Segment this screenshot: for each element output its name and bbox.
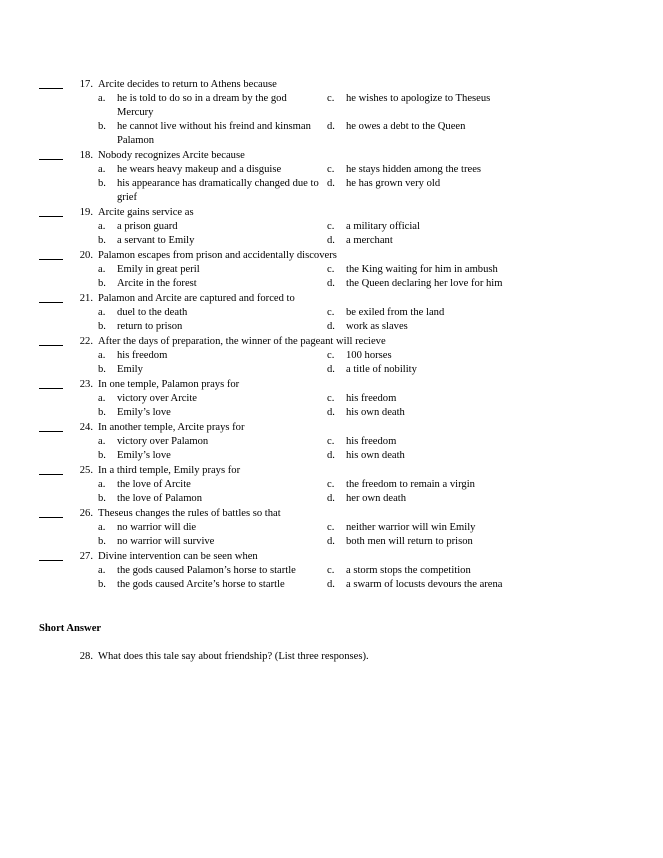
option-c [327, 306, 627, 320]
section-heading-short-answer: Short Answer [39, 623, 102, 634]
option-c [327, 521, 627, 535]
answer-blank[interactable] [39, 345, 63, 346]
question-stem: Theseus changes the rules of battles so that [98, 508, 281, 519]
question-stem: Arcite decides to return to Athens because [98, 79, 277, 90]
question-number: 24. [79, 422, 93, 433]
option-text: the gods caused Palamon’s horse to startle [117, 565, 296, 576]
option-letter: b. [98, 178, 106, 189]
option-d [327, 578, 627, 592]
option-c [327, 92, 627, 106]
option-letter: d. [327, 493, 335, 504]
option-text: he wears heavy makeup and a disguise [117, 164, 282, 175]
option-a [98, 263, 323, 277]
option-letter: b. [98, 121, 106, 132]
question-21 [39, 292, 639, 334]
option-letter: a. [98, 221, 106, 232]
option-c [327, 392, 627, 406]
option-text: Emily in great peril [117, 264, 200, 275]
question-20 [39, 249, 639, 291]
option-c [327, 478, 627, 492]
question-number: 25. [79, 465, 93, 476]
option-letter: a. [98, 164, 106, 175]
option-text: his freedom [346, 436, 397, 447]
question-24 [39, 421, 639, 463]
option-letter: d. [327, 364, 335, 375]
option-letter: a. [98, 350, 106, 361]
question-25 [39, 464, 639, 506]
option-a [98, 478, 323, 492]
option-letter: a. [98, 307, 106, 318]
option-letter: a. [98, 522, 106, 533]
option-letter: d. [327, 178, 335, 189]
option-text: his own death [346, 407, 405, 418]
option-text: both men will return to prison [346, 536, 473, 547]
question-stem: In one temple, Palamon prays for [98, 379, 240, 390]
option-letter: c. [327, 436, 335, 447]
option-a [98, 92, 323, 119]
option-letter: a. [98, 479, 106, 490]
option-b [98, 535, 323, 549]
option-b [98, 492, 323, 506]
option-text: Emily’s love [117, 407, 171, 418]
option-letter: b. [98, 235, 106, 246]
option-letter: c. [327, 307, 335, 318]
question-stem: Palamon escapes from prison and accidentally discovers [98, 250, 337, 261]
option-c [327, 435, 627, 449]
option-letter: b. [98, 321, 106, 332]
question-22 [39, 335, 639, 377]
option-letter: c. [327, 565, 335, 576]
option-text: his own death [346, 450, 405, 461]
question-stem: Arcite gains service as [98, 207, 194, 218]
option-letter: c. [327, 221, 335, 232]
option-text: the love of Palamon [117, 493, 203, 504]
option-b [98, 177, 323, 204]
option-text: he owes a debt to the Queen [346, 121, 466, 132]
question-number: 27. [79, 551, 93, 562]
question-26 [39, 507, 639, 549]
option-text: the Queen declaring her love for him [346, 278, 503, 289]
option-text: a title of nobility [346, 364, 417, 375]
option-c [327, 349, 627, 363]
option-text: work as slaves [346, 321, 408, 332]
question-number: 18. [79, 150, 93, 161]
answer-blank[interactable] [39, 216, 63, 217]
question-stem: Nobody recognizes Arcite because [98, 150, 245, 161]
answer-blank[interactable] [39, 560, 63, 561]
option-a [98, 306, 323, 320]
option-text: a merchant [346, 235, 393, 246]
option-text: her own death [346, 493, 407, 504]
question-19 [39, 206, 639, 248]
option-letter: c. [327, 393, 335, 404]
short-answer-question [39, 650, 639, 664]
question-number: 22. [79, 336, 93, 347]
option-letter: c. [327, 93, 335, 104]
option-text: duel to the death [117, 307, 188, 318]
question-stem: What does this tale say about friendship? (List three responses). [98, 651, 369, 662]
question-stem: Palamon and Arcite are captured and forced to [98, 293, 295, 304]
question-stem: In another temple, Arcite prays for [98, 422, 245, 433]
question-18 [39, 149, 639, 205]
option-letter: a. [98, 565, 106, 576]
option-letter: b. [98, 407, 106, 418]
answer-blank[interactable] [39, 388, 63, 389]
option-letter: d. [327, 450, 335, 461]
option-letter: b. [98, 493, 106, 504]
question-number: 21. [79, 293, 93, 304]
option-letter: b. [98, 579, 106, 590]
option-text: be exiled from the land [346, 307, 445, 318]
option-letter: d. [327, 278, 335, 289]
option-letter: c. [327, 164, 335, 175]
answer-blank[interactable] [39, 474, 63, 475]
option-a [98, 392, 323, 406]
question-number: 23. [79, 379, 93, 390]
answer-blank[interactable] [39, 88, 63, 89]
option-d [327, 363, 627, 377]
option-letter: c. [327, 264, 335, 275]
option-text: his freedom [117, 350, 168, 361]
option-b [98, 234, 323, 248]
option-text: he wishes to apologize to Theseus [346, 93, 491, 104]
option-letter: a. [98, 393, 106, 404]
option-letter: d. [327, 536, 335, 547]
option-b [98, 406, 323, 420]
option-letter: c. [327, 350, 335, 361]
option-text: a servant to Emily [117, 235, 195, 246]
option-b [98, 578, 323, 592]
option-text: a prison guard [117, 221, 178, 232]
question-number: 26. [79, 508, 93, 519]
question-list [39, 78, 639, 593]
option-b [98, 449, 323, 463]
option-d [327, 177, 627, 191]
option-text: the love of Arcite [117, 479, 191, 490]
option-a [98, 521, 323, 535]
option-text: a swarm of locusts devours the arena [346, 579, 503, 590]
option-d [327, 492, 627, 506]
answer-blank[interactable] [39, 431, 63, 432]
question-stem: Divine intervention can be seen when [98, 551, 258, 562]
option-text: the freedom to remain a virgin [346, 479, 475, 490]
option-text: his appearance has dramatically changed due to grief [117, 178, 319, 203]
option-text: the King waiting for him in ambush [346, 264, 498, 275]
answer-blank[interactable] [39, 159, 63, 160]
question-17 [39, 78, 639, 148]
option-letter: b. [98, 364, 106, 375]
answer-blank[interactable] [39, 517, 63, 518]
option-text: Emily [117, 364, 143, 375]
option-text: return to prison [117, 321, 183, 332]
option-a [98, 349, 323, 363]
option-text: a storm stops the competition [346, 565, 471, 576]
option-text: victory over Palamon [117, 436, 209, 447]
option-d [327, 277, 627, 291]
option-letter: d. [327, 579, 335, 590]
question-stem: In a third temple, Emily prays for [98, 465, 241, 476]
option-d [327, 120, 627, 134]
question-number: 28. [79, 651, 93, 662]
option-d [327, 406, 627, 420]
option-letter: b. [98, 278, 106, 289]
option-d [327, 320, 627, 334]
option-letter: a. [98, 436, 106, 447]
option-text: Arcite in the forest [117, 278, 197, 289]
option-letter: c. [327, 479, 335, 490]
option-d [327, 535, 627, 549]
option-c [327, 220, 627, 234]
option-text: 100 horses [346, 350, 392, 361]
option-c [327, 163, 627, 177]
option-a [98, 564, 323, 578]
option-letter: d. [327, 235, 335, 246]
option-letter: d. [327, 407, 335, 418]
option-letter: a. [98, 93, 106, 104]
option-text: no warrior will die [117, 522, 197, 533]
option-text: neither warrior will win Emily [346, 522, 476, 533]
question-27 [39, 550, 639, 592]
option-text: he is told to do so in a dream by the god Mercury [117, 93, 287, 118]
question-23 [39, 378, 639, 420]
option-text: the gods caused Arcite’s horse to startle [117, 579, 285, 590]
option-letter: b. [98, 450, 106, 461]
option-letter: d. [327, 321, 335, 332]
option-b [98, 120, 323, 147]
question-number: 17. [79, 79, 93, 90]
option-b [98, 363, 323, 377]
option-text: he stays hidden among the trees [346, 164, 482, 175]
option-text: his freedom [346, 393, 397, 404]
question-number: 20. [79, 250, 93, 261]
option-text: victory over Arcite [117, 393, 198, 404]
answer-blank[interactable] [39, 302, 63, 303]
option-a [98, 435, 323, 449]
option-b [98, 320, 323, 334]
option-c [327, 564, 627, 578]
option-text: no warrior will survive [117, 536, 215, 547]
option-letter: d. [327, 121, 335, 132]
option-c [327, 263, 627, 277]
option-text: he cannot live without his freind and kinsman Palamon [117, 121, 311, 146]
option-a [98, 163, 323, 177]
option-text: he has grown very old [346, 178, 441, 189]
option-b [98, 277, 323, 291]
option-d [327, 449, 627, 463]
option-d [327, 234, 627, 248]
question-number: 19. [79, 207, 93, 218]
option-letter: c. [327, 522, 335, 533]
option-a [98, 220, 323, 234]
answer-blank[interactable] [39, 259, 63, 260]
option-letter: a. [98, 264, 106, 275]
option-letter: b. [98, 536, 106, 547]
option-text: a military official [346, 221, 420, 232]
option-text: Emily’s love [117, 450, 171, 461]
question-stem: After the days of preparation, the winner of the pageant will recieve [98, 336, 386, 347]
